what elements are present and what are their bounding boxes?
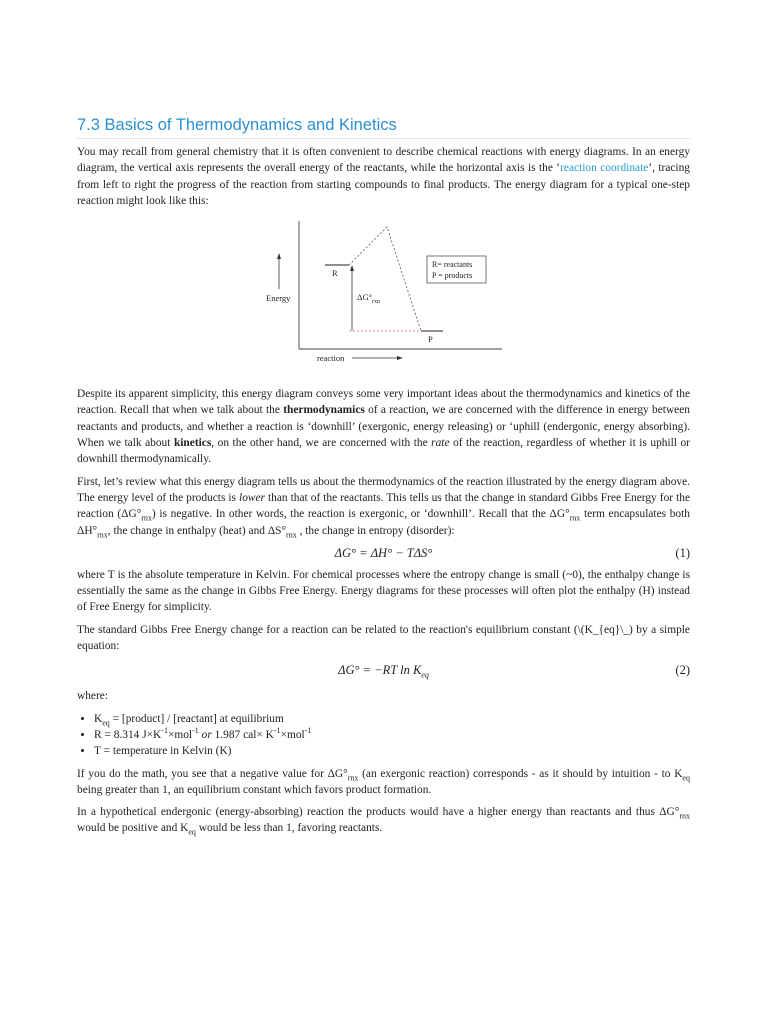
paragraph-gibbs: First, let’s review what this energy diagram tells us about the thermodynamics of the reaction illustrated by the energy diagram above. The energy level of the products is lower than that of the reactants. This tells us that the change in standard Gibbs Free Energy for the reaction $(\Delta G^\circ_{rnx})$ is negative. In other words, the reaction is exergonic, or ‘downhill’. Recall that the $\Delta G^\circ_{rnx}$ term encapsulates both $\Delta H^\circ_{rnx}$, the change in enthalpy (heat) and $\Delta S^\circ_{rnx}$ , the change in entropy (disorder): [77,475,690,539]
equation-2-number: (2) [675,663,690,678]
energy-arrowhead [277,253,281,259]
delta-g-label: $\Delta G^\circ_{rxn}$ [357,292,381,306]
intro-text-1: You may recall from general chemistry that it is often convenient to describe chemical reactions with energy diagrams. In an energy diagram, the vertical axis represents the overall energy of the reactants, while the horizontal axis is the ‘ [77,146,690,175]
product-label: P [428,334,433,345]
reaction-arrowhead [397,356,403,360]
where-label: where: [77,690,108,703]
energy-diagram-svg [77,219,690,379]
list-item: • T = temperature in Kelvin (K) [94,743,690,759]
paragraph-enthalpy: where T is the absolute temperature in Kelvin. For chemical processes where the entropy change is small (~0), the enthalpy change is essentially the same as the change in Gibbs Free Energy. Energy diagrams for these processes will often plot the enthalpy (H) instead of Free Energy for simplicity. [77,568,690,614]
term-thermodynamics: thermodynamics [283,404,365,417]
paragraph-equilibrium: The standard Gibbs Free Energy change for a reaction can be related to the reaction's equilibrium constant (\(K_{eq}\_) by a simple equation: [77,623,690,653]
energy-curve [349,227,421,331]
reaction-label: reaction [317,353,345,364]
term-lower: lower [239,491,265,504]
energy-diagram [77,219,690,379]
list-item: • R = 8.314 $J\times K^{-1}\times mol^{-1}$ or 1.987 $cal\times K^{-1}\times mol^{-1}$ [94,727,690,743]
list-item: • $K_{eq}$ = [product] / [reactant] at equilibrium [94,711,690,727]
equation-2-body: ΔG° = −RT $\ln K_{eq}$ [338,663,429,680]
document-page [77,112,690,837]
paragraph-exergonic: If you do the math, you see that a negative value for $\Delta G^\circ_{rnx}$ (an exergonic reaction) corresponds - as it should by intuition - to $K_{eq}$ being greater than 1, an equilibrium constant which favors product formation. [77,767,690,796]
equation-2 [77,660,690,684]
equation-1-number: (1) [675,545,690,560]
section-title: 7.3 Basics of Thermodynamics and Kinetics [77,112,690,139]
intro-paragraph [77,144,690,209]
term-kinetics: kinetics [173,437,212,450]
delta-g-arrowhead [350,265,354,271]
legend-products: P = products [432,271,473,281]
equation-1-body: ΔG° = ΔH° − TΔS° [334,545,433,560]
reactant-label: R [332,268,338,279]
term-rate: rate [431,437,450,450]
paragraph-endergonic: In a hypothetical endergonic (energy-absorbing) reaction the products would have a higher energy than reactants and thus $\Delta G^\circ_{rnx}$ would be positive and $K_{eq}$ would be less than 1, favoring reactants. [77,806,690,837]
paragraph-kinetics-thermo: Despite its apparent simplicity, this energy diagram conveys some very important ideas about the thermodynamics and kinetics of the reaction. Recall that when we talk about the thermodynamics of a reaction, we are concerned with the difference in energy between reactants and products, and whether a reaction is ‘downhill’ (exergonic, energy releasing) or ‘uphill (endergonic, energy absorbing). When we talk about kinetics, on the other hand, we are concerned with the rate of the reaction, regardless of whether it is uphill or downhill thermodynamically. [77,388,690,466]
intro-text-2: ’, tracing from left to right the progress of the reaction from starting compounds to final products. The energy diagram for a typical one-step reaction might look like this: [77,162,690,207]
legend-reactants: R= reactants [432,260,473,270]
equation-1 [77,543,690,567]
reaction-coordinate-link[interactable]: reaction coordinate [560,162,649,175]
energy-label: Energy [266,293,291,304]
definitions-list [77,711,690,760]
